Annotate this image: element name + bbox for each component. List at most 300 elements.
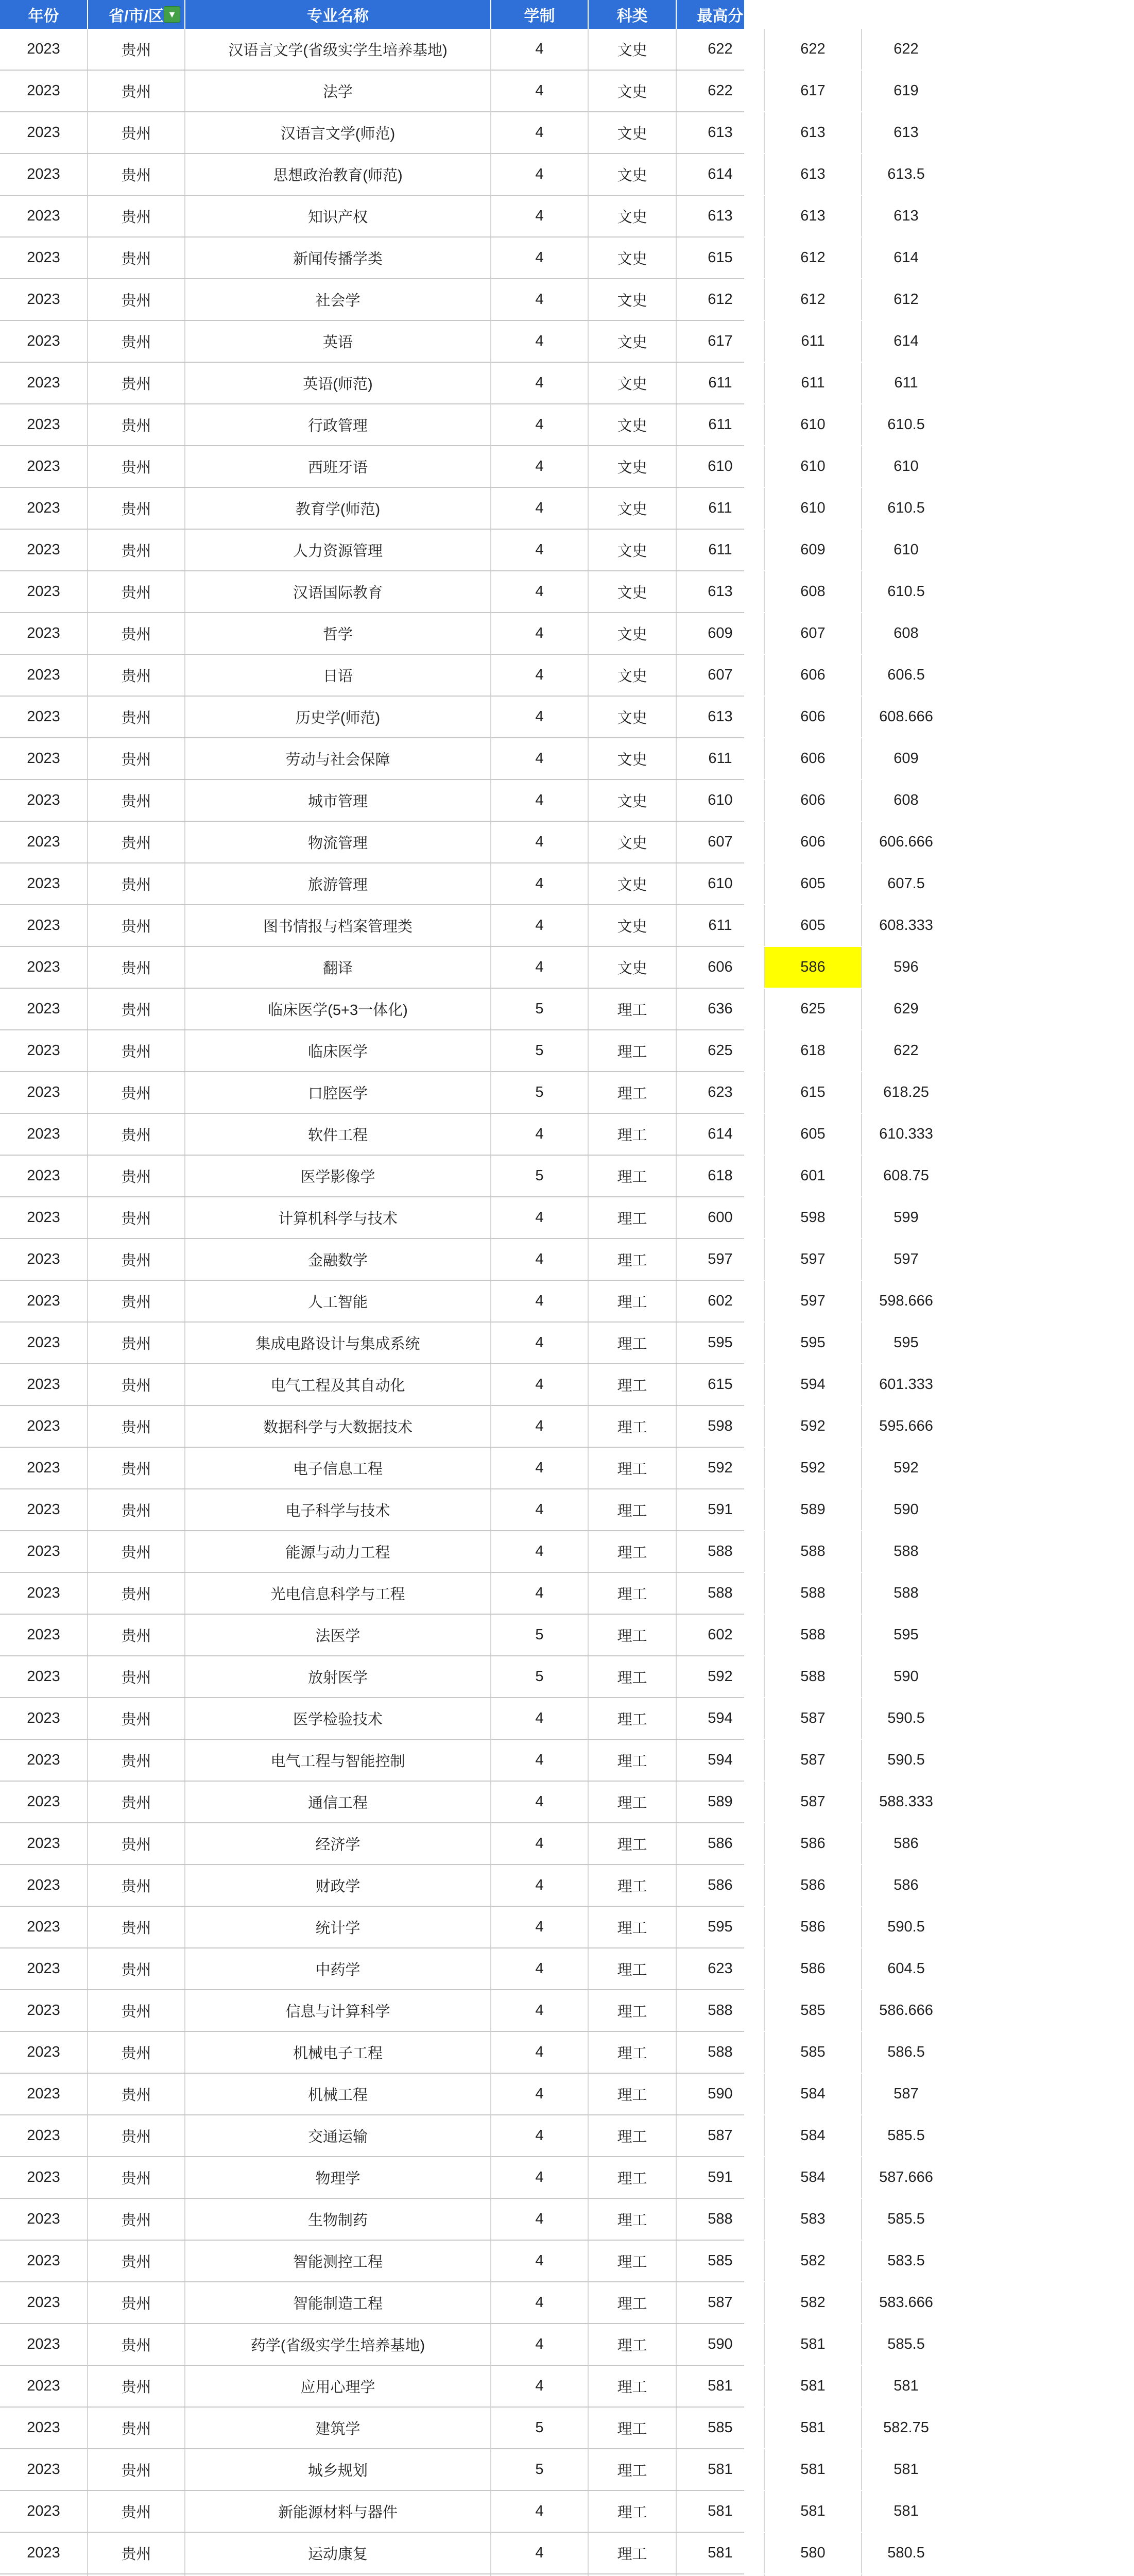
min-score-cell[interactable]: 581 [765, 2408, 862, 2448]
min-score-cell[interactable]: 583 [765, 2199, 862, 2240]
major-cell[interactable]: 汉语国际教育 [185, 571, 491, 612]
province-cell[interactable]: 贵州 [88, 1823, 185, 1864]
province-cell[interactable]: 贵州 [88, 1072, 185, 1113]
province-cell[interactable]: 贵州 [88, 404, 185, 445]
max-score-cell[interactable]: 613 [677, 112, 765, 153]
major-cell[interactable]: 物理学 [185, 2157, 491, 2198]
avg-score-cell[interactable]: 581 [894, 2378, 919, 2394]
major-cell[interactable]: 口腔医学 [185, 1072, 491, 1113]
province-cell[interactable]: 贵州 [88, 2449, 185, 2490]
year-cell[interactable]: 2023 [0, 446, 88, 487]
duration-cell[interactable]: 4 [491, 446, 589, 487]
duration-cell[interactable]: 4 [491, 2533, 589, 2573]
category-cell[interactable]: 理工 [589, 1865, 677, 1906]
category-cell[interactable]: 理工 [589, 2533, 677, 2573]
max-score-cell[interactable]: 612 [677, 279, 765, 320]
min-score-cell[interactable]: 585 [765, 2032, 862, 2073]
max-score-cell[interactable]: 590 [677, 2074, 765, 2114]
category-cell[interactable]: 文史 [589, 488, 677, 529]
min-score-cell[interactable]: 606 [765, 655, 862, 696]
min-score-cell[interactable]: 606 [765, 697, 862, 737]
duration-cell[interactable]: 4 [491, 1406, 589, 1447]
year-cell[interactable]: 2023 [0, 1865, 88, 1906]
major-cell[interactable]: 旅游管理 [185, 863, 491, 904]
category-cell[interactable]: 文史 [589, 530, 677, 570]
major-cell[interactable]: 经济学 [185, 1823, 491, 1864]
header-major[interactable]: 专业名称 [185, 0, 491, 29]
major-cell[interactable]: 机械电子工程 [185, 2032, 491, 2073]
category-cell[interactable]: 文史 [589, 363, 677, 403]
province-cell[interactable]: 贵州 [88, 905, 185, 946]
max-score-cell[interactable]: 611 [677, 404, 765, 445]
avg-score-cell[interactable]: 586 [894, 1835, 919, 1852]
category-cell[interactable]: 理工 [589, 1030, 677, 1071]
min-score-cell[interactable]: 589 [765, 1489, 862, 1530]
duration-cell[interactable]: 4 [491, 154, 589, 195]
min-score-cell[interactable]: 586 [765, 1865, 862, 1906]
duration-cell[interactable]: 4 [491, 2491, 589, 2532]
category-cell[interactable]: 理工 [589, 2115, 677, 2156]
major-cell[interactable]: 新能源材料与器件 [185, 2491, 491, 2532]
max-score-cell[interactable]: 581 [677, 2366, 765, 2406]
year-cell[interactable]: 2023 [0, 2115, 88, 2156]
filter-icon[interactable]: ▼ [164, 6, 180, 23]
min-score-cell[interactable]: 588 [765, 1615, 862, 1655]
category-cell[interactable]: 理工 [589, 2408, 677, 2448]
avg-score-cell[interactable]: 606.5 [887, 667, 925, 683]
major-cell[interactable]: 汉语言文学(省级实学生培养基地) [185, 29, 491, 70]
category-cell[interactable]: 理工 [589, 2074, 677, 2114]
max-score-cell[interactable]: 623 [677, 1072, 765, 1113]
duration-cell[interactable]: 4 [491, 1323, 589, 1363]
major-cell[interactable]: 英语(师范) [185, 363, 491, 403]
year-cell[interactable]: 2023 [0, 154, 88, 195]
avg-score-cell[interactable]: 609 [894, 750, 919, 767]
duration-cell[interactable]: 4 [491, 238, 589, 278]
duration-cell[interactable]: 4 [491, 1531, 589, 1572]
min-score-cell[interactable]: 581 [765, 2324, 862, 2365]
duration-cell[interactable]: 4 [491, 571, 589, 612]
category-cell[interactable]: 文史 [589, 697, 677, 737]
duration-cell[interactable]: 4 [491, 1740, 589, 1781]
avg-score-cell[interactable]: 592 [894, 1460, 919, 1476]
major-cell[interactable]: 数据科学与大数据技术 [185, 1406, 491, 1447]
year-cell[interactable]: 2023 [0, 2199, 88, 2240]
avg-score-cell[interactable]: 610.5 [887, 583, 925, 600]
province-cell[interactable]: 贵州 [88, 1740, 185, 1781]
max-score-cell[interactable]: 585 [677, 2408, 765, 2448]
province-cell[interactable]: 贵州 [88, 1489, 185, 1530]
min-score-cell[interactable]: 592 [765, 1406, 862, 1447]
province-cell[interactable]: 贵州 [88, 697, 185, 737]
year-cell[interactable]: 2023 [0, 112, 88, 153]
year-cell[interactable]: 2023 [0, 613, 88, 654]
avg-score-cell[interactable]: 588.333 [879, 1793, 933, 1810]
year-cell[interactable]: 2023 [0, 488, 88, 529]
min-score-cell[interactable]: 613 [765, 196, 862, 236]
province-cell[interactable]: 贵州 [88, 363, 185, 403]
category-cell[interactable]: 理工 [589, 1448, 677, 1488]
duration-cell[interactable]: 4 [491, 321, 589, 362]
avg-score-cell[interactable]: 598.666 [879, 1293, 933, 1309]
avg-score-cell[interactable]: 610.5 [887, 416, 925, 433]
avg-score-cell[interactable]: 586 [894, 1877, 919, 1893]
province-cell[interactable]: 贵州 [88, 613, 185, 654]
year-cell[interactable]: 2023 [0, 2032, 88, 2073]
year-cell[interactable]: 2023 [0, 1907, 88, 1947]
year-cell[interactable]: 2023 [0, 697, 88, 737]
province-cell[interactable]: 贵州 [88, 1323, 185, 1363]
max-score-cell[interactable]: 598 [677, 1406, 765, 1447]
major-cell[interactable]: 历史学(师范) [185, 697, 491, 737]
year-cell[interactable]: 2023 [0, 2408, 88, 2448]
province-cell[interactable]: 贵州 [88, 1448, 185, 1488]
category-cell[interactable]: 文史 [589, 29, 677, 70]
year-cell[interactable]: 2023 [0, 1114, 88, 1155]
duration-cell[interactable]: 4 [491, 2282, 589, 2323]
avg-score-cell[interactable]: 607.5 [887, 875, 925, 892]
avg-score-cell[interactable]: 619 [894, 82, 919, 99]
max-score-cell[interactable]: 602 [677, 1281, 765, 1321]
max-score-cell[interactable]: 611 [677, 530, 765, 570]
min-score-cell[interactable]: 582 [765, 2282, 862, 2323]
major-cell[interactable]: 运动康复 [185, 2533, 491, 2573]
duration-cell[interactable]: 4 [491, 2032, 589, 2073]
avg-score-cell[interactable]: 588 [894, 1585, 919, 1601]
major-cell[interactable]: 医学检验技术 [185, 1698, 491, 1739]
duration-cell[interactable]: 4 [491, 196, 589, 236]
major-cell[interactable]: 知识产权 [185, 196, 491, 236]
major-cell[interactable]: 临床医学(5+3一体化) [185, 989, 491, 1029]
category-cell[interactable]: 文史 [589, 780, 677, 821]
header-province[interactable] [88, 0, 185, 29]
year-cell[interactable]: 2023 [0, 2533, 88, 2573]
major-cell[interactable]: 财政学 [185, 1865, 491, 1906]
duration-cell[interactable]: 4 [491, 1990, 589, 2031]
avg-score-cell[interactable]: 590 [894, 1501, 919, 1518]
max-score-cell[interactable]: 615 [677, 238, 765, 278]
province-cell[interactable]: 贵州 [88, 1698, 185, 1739]
min-score-cell[interactable]: 595 [765, 1323, 862, 1363]
major-cell[interactable]: 智能测控工程 [185, 2241, 491, 2281]
min-score-cell[interactable]: 608 [765, 571, 862, 612]
min-score-cell[interactable]: 588 [765, 1573, 862, 1614]
avg-score-cell[interactable]: 610.5 [887, 500, 925, 516]
min-score-cell[interactable]: 606 [765, 780, 862, 821]
category-cell[interactable]: 文史 [589, 947, 677, 988]
header-year[interactable]: 年份 [0, 0, 88, 29]
major-cell[interactable]: 人工智能 [185, 1281, 491, 1321]
max-score-cell[interactable]: 597 [677, 1239, 765, 1280]
year-cell[interactable]: 2023 [0, 1364, 88, 1405]
min-score-cell[interactable]: 625 [765, 989, 862, 1029]
avg-score-cell[interactable]: 585.5 [887, 2336, 925, 2352]
major-cell[interactable]: 电气工程与智能控制 [185, 1740, 491, 1781]
major-cell[interactable]: 交通运输 [185, 2115, 491, 2156]
category-cell[interactable]: 文史 [589, 905, 677, 946]
category-cell[interactable]: 理工 [589, 2157, 677, 2198]
max-score-cell[interactable]: 595 [677, 1907, 765, 1947]
avg-score-cell[interactable]: 588 [894, 1543, 919, 1560]
year-cell[interactable]: 2023 [0, 1489, 88, 1530]
duration-cell[interactable]: 4 [491, 613, 589, 654]
max-score-cell[interactable]: 613 [677, 196, 765, 236]
avg-score-cell[interactable]: 613 [894, 124, 919, 141]
major-cell[interactable]: 劳动与社会保障 [185, 738, 491, 779]
category-cell[interactable]: 文史 [589, 71, 677, 111]
duration-cell[interactable]: 4 [491, 1281, 589, 1321]
category-cell[interactable]: 理工 [589, 1531, 677, 1572]
province-cell[interactable]: 贵州 [88, 2241, 185, 2281]
duration-cell[interactable]: 4 [491, 29, 589, 70]
major-cell[interactable]: 放射医学 [185, 1656, 491, 1697]
min-score-cell[interactable]: 615 [765, 1072, 862, 1113]
year-cell[interactable]: 2023 [0, 1948, 88, 1989]
avg-score-cell[interactable]: 608 [894, 792, 919, 808]
category-cell[interactable]: 理工 [589, 1239, 677, 1280]
min-score-cell[interactable]: 588 [765, 1531, 862, 1572]
max-score-cell[interactable]: 587 [677, 2282, 765, 2323]
category-cell[interactable]: 文史 [589, 863, 677, 904]
min-score-cell[interactable]: 613 [765, 154, 862, 195]
duration-cell[interactable]: 4 [491, 363, 589, 403]
year-cell[interactable]: 2023 [0, 238, 88, 278]
max-score-cell[interactable]: 610 [677, 780, 765, 821]
max-score-cell[interactable]: 614 [677, 1114, 765, 1155]
duration-cell[interactable]: 4 [491, 697, 589, 737]
min-score-cell[interactable]: 612 [765, 238, 862, 278]
year-cell[interactable]: 2023 [0, 1239, 88, 1280]
category-cell[interactable]: 理工 [589, 1907, 677, 1947]
category-cell[interactable]: 理工 [589, 2491, 677, 2532]
min-score-cell[interactable]: 585 [765, 1990, 862, 2031]
province-cell[interactable]: 贵州 [88, 1030, 185, 1071]
max-score-cell[interactable]: 611 [677, 738, 765, 779]
avg-score-cell[interactable]: 601.333 [879, 1376, 933, 1393]
category-cell[interactable]: 文史 [589, 822, 677, 862]
province-cell[interactable]: 贵州 [88, 655, 185, 696]
avg-score-cell[interactable]: 590.5 [887, 1710, 925, 1726]
avg-score-cell[interactable]: 614 [894, 333, 919, 349]
min-score-cell[interactable]: 605 [765, 863, 862, 904]
category-cell[interactable]: 理工 [589, 2241, 677, 2281]
min-score-cell[interactable]: 597 [765, 1239, 862, 1280]
duration-cell[interactable]: 5 [491, 2449, 589, 2490]
category-cell[interactable]: 理工 [589, 1489, 677, 1530]
year-cell[interactable]: 2023 [0, 1072, 88, 1113]
category-cell[interactable]: 理工 [589, 2199, 677, 2240]
year-cell[interactable]: 2023 [0, 1740, 88, 1781]
major-cell[interactable]: 应用心理学 [185, 2366, 491, 2406]
category-cell[interactable]: 理工 [589, 1656, 677, 1697]
year-cell[interactable]: 2023 [0, 1030, 88, 1071]
category-cell[interactable]: 理工 [589, 1114, 677, 1155]
major-cell[interactable]: 建筑学 [185, 2408, 491, 2448]
category-cell[interactable]: 理工 [589, 1156, 677, 1196]
avg-score-cell[interactable]: 581 [894, 2503, 919, 2519]
max-score-cell[interactable]: 581 [677, 2533, 765, 2573]
year-cell[interactable]: 2023 [0, 1281, 88, 1321]
duration-cell[interactable]: 4 [491, 863, 589, 904]
province-cell[interactable]: 贵州 [88, 822, 185, 862]
avg-score-cell[interactable]: 629 [894, 1001, 919, 1017]
duration-cell[interactable]: 5 [491, 1030, 589, 1071]
year-cell[interactable]: 2023 [0, 2241, 88, 2281]
province-cell[interactable]: 贵州 [88, 321, 185, 362]
year-cell[interactable]: 2023 [0, 1406, 88, 1447]
major-cell[interactable]: 信息与计算科学 [185, 1990, 491, 2031]
major-cell[interactable]: 电子信息工程 [185, 1448, 491, 1488]
year-cell[interactable]: 2023 [0, 1990, 88, 2031]
min-score-cell[interactable]: 581 [765, 2491, 862, 2532]
avg-score-cell[interactable]: 608.333 [879, 917, 933, 934]
max-score-cell[interactable]: 594 [677, 1698, 765, 1739]
year-cell[interactable]: 2023 [0, 571, 88, 612]
province-cell[interactable]: 贵州 [88, 2157, 185, 2198]
duration-cell[interactable]: 4 [491, 2324, 589, 2365]
major-cell[interactable]: 软件工程 [185, 1114, 491, 1155]
min-score-cell[interactable]: 613 [765, 112, 862, 153]
year-cell[interactable]: 2023 [0, 2074, 88, 2114]
min-score-cell[interactable]: 610 [765, 446, 862, 487]
year-cell[interactable]: 2023 [0, 363, 88, 403]
major-cell[interactable]: 通信工程 [185, 1782, 491, 1822]
max-score-cell[interactable]: 611 [677, 363, 765, 403]
major-cell[interactable]: 智能制造工程 [185, 2282, 491, 2323]
avg-score-cell[interactable]: 596 [894, 959, 919, 975]
province-cell[interactable]: 贵州 [88, 1281, 185, 1321]
year-cell[interactable]: 2023 [0, 29, 88, 70]
category-cell[interactable]: 文史 [589, 196, 677, 236]
duration-cell[interactable]: 5 [491, 1156, 589, 1196]
province-cell[interactable]: 贵州 [88, 154, 185, 195]
max-score-cell[interactable]: 636 [677, 989, 765, 1029]
major-cell[interactable]: 金融数学 [185, 1239, 491, 1280]
max-score-cell[interactable]: 588 [677, 2032, 765, 2073]
year-cell[interactable]: 2023 [0, 947, 88, 988]
major-cell[interactable]: 汉语言文学(师范) [185, 112, 491, 153]
province-cell[interactable]: 贵州 [88, 1782, 185, 1822]
min-score-cell[interactable]: 586 [765, 947, 862, 988]
min-score-cell[interactable]: 610 [765, 488, 862, 529]
min-score-cell[interactable]: 605 [765, 905, 862, 946]
min-score-cell[interactable]: 586 [765, 1948, 862, 1989]
avg-score-cell[interactable]: 614 [894, 249, 919, 266]
major-cell[interactable]: 中药学 [185, 1948, 491, 1989]
avg-score-cell[interactable]: 595 [894, 1334, 919, 1351]
max-score-cell[interactable]: 588 [677, 2199, 765, 2240]
major-cell[interactable]: 临床医学 [185, 1030, 491, 1071]
max-score-cell[interactable]: 615 [677, 1364, 765, 1405]
min-score-cell[interactable]: 612 [765, 279, 862, 320]
min-score-cell[interactable]: 609 [765, 530, 862, 570]
category-cell[interactable]: 文史 [589, 321, 677, 362]
category-cell[interactable]: 文史 [589, 655, 677, 696]
avg-score-cell[interactable]: 590.5 [887, 1752, 925, 1768]
avg-score-cell[interactable]: 585.5 [887, 2127, 925, 2144]
year-cell[interactable]: 2023 [0, 279, 88, 320]
duration-cell[interactable]: 4 [491, 822, 589, 862]
year-cell[interactable]: 2023 [0, 2491, 88, 2532]
min-score-cell[interactable]: 586 [765, 1823, 862, 1864]
duration-cell[interactable]: 4 [491, 1698, 589, 1739]
avg-score-cell[interactable]: 586.666 [879, 2002, 933, 2019]
duration-cell[interactable]: 4 [491, 71, 589, 111]
category-cell[interactable]: 理工 [589, 1406, 677, 1447]
year-cell[interactable]: 2023 [0, 1531, 88, 1572]
major-cell[interactable]: 光电信息科学与工程 [185, 1573, 491, 1614]
major-cell[interactable]: 英语 [185, 321, 491, 362]
year-cell[interactable]: 2023 [0, 1615, 88, 1655]
province-cell[interactable]: 贵州 [88, 29, 185, 70]
major-cell[interactable]: 统计学 [185, 1907, 491, 1947]
major-cell[interactable]: 教育学(师范) [185, 488, 491, 529]
category-cell[interactable]: 理工 [589, 1948, 677, 1989]
max-score-cell[interactable]: 622 [677, 29, 765, 70]
year-cell[interactable]: 2023 [0, 1156, 88, 1196]
major-cell[interactable]: 物流管理 [185, 822, 491, 862]
major-cell[interactable]: 集成电路设计与集成系统 [185, 1323, 491, 1363]
min-score-cell[interactable]: 584 [765, 2157, 862, 2198]
province-cell[interactable]: 贵州 [88, 1197, 185, 1238]
min-score-cell[interactable]: 610 [765, 404, 862, 445]
year-cell[interactable]: 2023 [0, 822, 88, 862]
category-cell[interactable]: 理工 [589, 2449, 677, 2490]
min-score-cell[interactable]: 617 [765, 71, 862, 111]
province-cell[interactable]: 贵州 [88, 1406, 185, 1447]
year-cell[interactable]: 2023 [0, 196, 88, 236]
year-cell[interactable]: 2023 [0, 780, 88, 821]
major-cell[interactable]: 新闻传播学类 [185, 238, 491, 278]
duration-cell[interactable]: 5 [491, 1656, 589, 1697]
header-max-score[interactable]: 最高分 [677, 0, 765, 29]
major-cell[interactable]: 医学影像学 [185, 1156, 491, 1196]
category-cell[interactable]: 理工 [589, 1740, 677, 1781]
avg-score-cell[interactable]: 608.666 [879, 708, 933, 725]
max-score-cell[interactable]: 622 [677, 71, 765, 111]
category-cell[interactable]: 理工 [589, 1197, 677, 1238]
max-score-cell[interactable]: 586 [677, 1865, 765, 1906]
category-cell[interactable]: 理工 [589, 1615, 677, 1655]
province-cell[interactable]: 贵州 [88, 2366, 185, 2406]
duration-cell[interactable]: 4 [491, 655, 589, 696]
duration-cell[interactable]: 4 [491, 1782, 589, 1822]
year-cell[interactable]: 2023 [0, 2449, 88, 2490]
category-cell[interactable]: 文史 [589, 154, 677, 195]
min-score-cell[interactable]: 597 [765, 1281, 862, 1321]
max-score-cell[interactable]: 607 [677, 655, 765, 696]
duration-cell[interactable]: 4 [491, 1907, 589, 1947]
avg-score-cell[interactable]: 622 [894, 1042, 919, 1059]
category-cell[interactable]: 理工 [589, 1281, 677, 1321]
province-cell[interactable]: 贵州 [88, 1239, 185, 1280]
avg-score-cell[interactable]: 613.5 [887, 166, 925, 182]
province-cell[interactable]: 贵州 [88, 2533, 185, 2573]
major-cell[interactable]: 哲学 [185, 613, 491, 654]
year-cell[interactable]: 2023 [0, 1448, 88, 1488]
min-score-cell[interactable]: 622 [765, 29, 862, 70]
province-cell[interactable]: 贵州 [88, 71, 185, 111]
major-cell[interactable]: 城乡规划 [185, 2449, 491, 2490]
avg-score-cell[interactable]: 613 [894, 208, 919, 224]
province-cell[interactable]: 贵州 [88, 279, 185, 320]
year-cell[interactable]: 2023 [0, 1197, 88, 1238]
year-cell[interactable]: 2023 [0, 404, 88, 445]
major-cell[interactable]: 人力资源管理 [185, 530, 491, 570]
min-score-cell[interactable]: 605 [765, 1114, 862, 1155]
duration-cell[interactable]: 4 [491, 1448, 589, 1488]
avg-score-cell[interactable]: 608.75 [883, 1167, 929, 1184]
